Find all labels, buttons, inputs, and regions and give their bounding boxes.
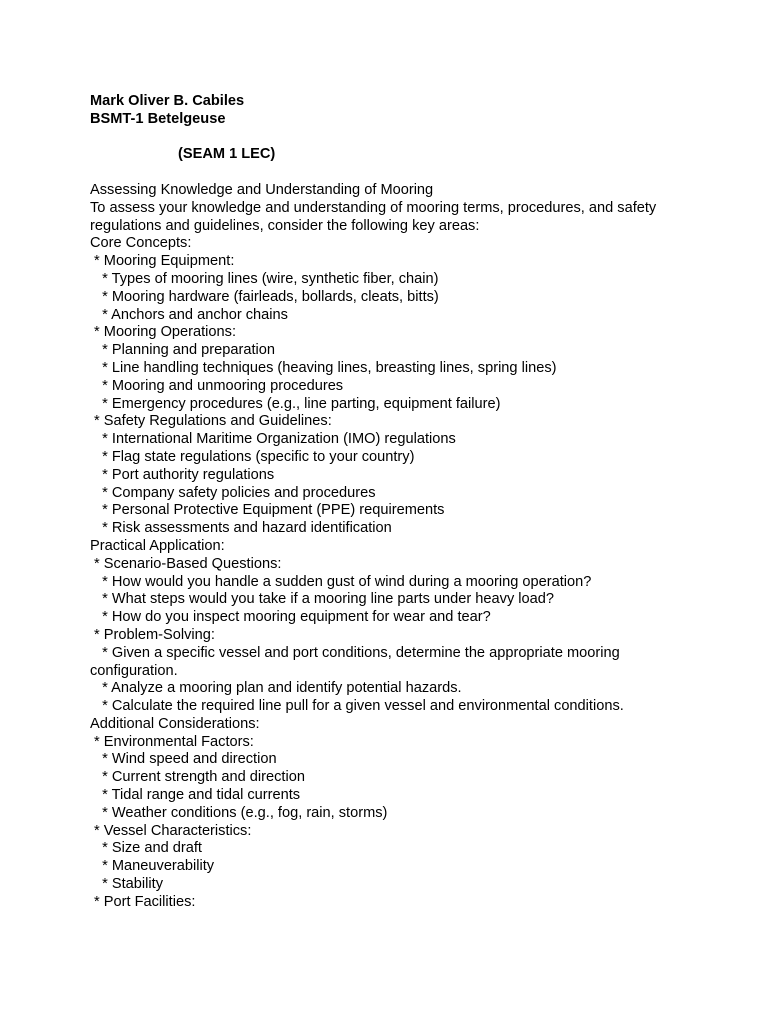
text-line: * Current strength and direction xyxy=(90,769,305,786)
text-line: * Stability xyxy=(90,876,163,893)
text-line: Assessing Knowledge and Understanding of Mooring xyxy=(90,181,434,198)
author-name: Mark Oliver B. Cabiles xyxy=(90,93,245,109)
document-body xyxy=(90,182,690,912)
text-line: * Anchors and anchor chains xyxy=(90,306,288,323)
text-line: * International Maritime Organization (IMO) regulations xyxy=(90,431,456,448)
text-line: * Tidal range and tidal currents xyxy=(90,787,301,804)
text-line: * Analyze a mooring plan and identify potential hazards. xyxy=(90,680,462,697)
text-line: * Problem-Solving: xyxy=(90,626,215,643)
text-line: * Planning and preparation xyxy=(90,342,275,359)
text-line: * Wind speed and direction xyxy=(90,751,277,768)
document-page xyxy=(90,93,690,912)
blank-line xyxy=(90,164,690,182)
text-line: * Port authority regulations xyxy=(90,466,275,483)
text-line: * Environmental Factors: xyxy=(90,733,254,750)
text-line: Practical Application: xyxy=(90,537,225,554)
text-line: To assess your knowledge and understanding of mooring terms, procedures, and safety xyxy=(90,199,657,216)
text-line: * How would you handle a sudden gust of wind during a mooring operation? xyxy=(90,573,592,590)
text-line: Core Concepts: xyxy=(90,235,192,252)
text-line: * Personal Protective Equipment (PPE) requirements xyxy=(90,502,445,519)
text-line: * Port Facilities: xyxy=(90,893,196,910)
course-title: (SEAM 1 LEC) xyxy=(178,146,276,163)
text-line: * Maneuverability xyxy=(90,858,215,875)
text-line: regulations and guidelines, consider the following key areas: xyxy=(90,217,480,234)
text-line: * Weather conditions (e.g., fog, rain, storms) xyxy=(90,804,388,821)
text-line: * Risk assessments and hazard identification xyxy=(90,520,392,537)
text-line: * Safety Regulations and Guidelines: xyxy=(90,413,332,430)
text-line: * Mooring and unmooring procedures xyxy=(90,377,344,394)
text-line: * What steps would you take if a mooring line parts under heavy load? xyxy=(90,591,555,608)
text-line: * Mooring hardware (fairleads, bollards, cleats, bitts) xyxy=(90,288,439,305)
text-line: * Company safety policies and procedures xyxy=(90,484,376,501)
text-line: Additional Considerations: xyxy=(90,715,260,732)
text-line: * Vessel Characteristics: xyxy=(90,822,252,839)
text-line: * Emergency procedures (e.g., line parting, equipment failure) xyxy=(90,395,501,412)
blank-line xyxy=(90,129,690,147)
text-line: * Given a specific vessel and port conditions, determine the appropriate mooring xyxy=(90,644,620,661)
text-line: * Mooring Equipment: xyxy=(90,253,235,270)
text-line: configuration. xyxy=(90,662,178,679)
text-line: * Size and draft xyxy=(90,840,202,857)
text-line: * Flag state regulations (specific to your country) xyxy=(90,448,415,465)
text-line: * Calculate the required line pull for a given vessel and environmental conditions. xyxy=(90,698,624,715)
text-line: * Line handling techniques (heaving lines, breasting lines, spring lines) xyxy=(90,359,557,376)
text-line: * Scenario-Based Questions: xyxy=(90,555,282,572)
text-line: * Types of mooring lines (wire, synthetic fiber, chain) xyxy=(90,270,439,287)
text-line: * Mooring Operations: xyxy=(90,324,237,341)
class-section: BSMT-1 Betelgeuse xyxy=(90,110,226,127)
text-line: * How do you inspect mooring equipment for wear and tear? xyxy=(90,609,491,626)
